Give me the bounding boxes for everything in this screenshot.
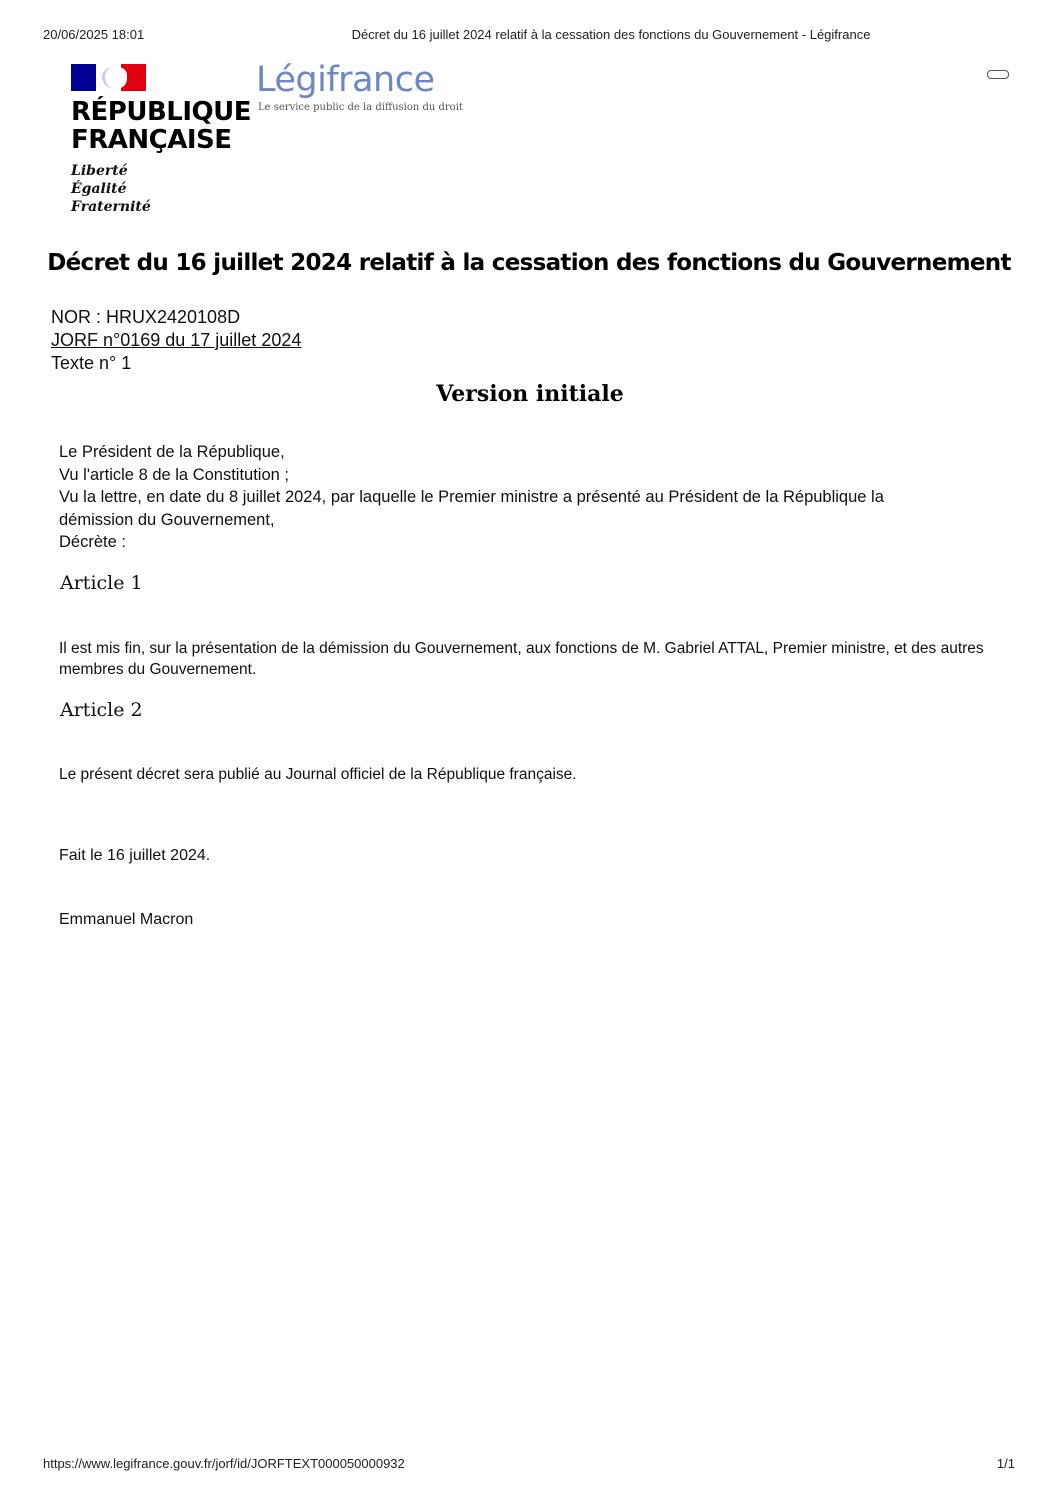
article-1-title: Article 1 bbox=[60, 572, 143, 594]
document-metadata bbox=[51, 306, 301, 375]
french-flag-icon bbox=[71, 64, 146, 91]
motto-egalite: Égalité bbox=[71, 181, 127, 197]
print-page-number: 1/1 bbox=[996, 1456, 1015, 1471]
jorf-link[interactable]: JORF n°0169 du 17 juillet 2024 bbox=[51, 330, 302, 350]
print-url: https://www.legifrance.gouv.fr/jorf/id/JORFTEXT000050000932 bbox=[43, 1456, 405, 1471]
article-2-title: Article 2 bbox=[60, 699, 143, 721]
document-title: Décret du 16 juillet 2024 relatif à la cessation des fonctions du Gouvernement bbox=[47, 250, 1011, 276]
texte-number: Texte n° 1 bbox=[51, 353, 132, 373]
legifrance-logo[interactable] bbox=[256, 60, 463, 113]
legifrance-wordmark: Légifrance bbox=[256, 60, 435, 100]
republic-motto bbox=[71, 162, 251, 216]
nor-reference: NOR : HRUX2420108D bbox=[51, 307, 241, 327]
republique-line1: RÉPUBLIQUE bbox=[71, 97, 251, 127]
motto-fraternite: Fraternité bbox=[71, 199, 151, 215]
marianne-icon bbox=[102, 67, 127, 89]
print-header bbox=[0, 27, 1058, 45]
signature: Emmanuel Macron bbox=[59, 911, 194, 928]
visas-block bbox=[59, 441, 959, 554]
print-footer bbox=[0, 1456, 1058, 1474]
legifrance-tagline: Le service public de la diffusion du droit bbox=[258, 102, 463, 113]
fait-le: Fait le 16 juillet 2024. bbox=[59, 847, 211, 864]
visa-line: Vu l'article 8 de la Constitution ; bbox=[59, 465, 289, 484]
republique-francaise-logo[interactable] bbox=[71, 64, 251, 216]
print-datetime: 20/06/2025 18:01 bbox=[43, 27, 145, 42]
print-page-title: Décret du 16 juillet 2024 relatif à la cessation des fonctions du Gouvernement - Légifrance bbox=[351, 27, 871, 42]
version-heading: Version initiale bbox=[436, 381, 624, 407]
visa-line: Le Président de la République, bbox=[59, 443, 285, 461]
motto-liberte: Liberté bbox=[71, 163, 128, 179]
republique-line2: FRANÇAISE bbox=[71, 125, 232, 155]
visa-line: Vu la lettre, en date du 8 juillet 2024, par laquelle le Premier ministre a présenté au Président de la République la démission du Gouvernement, bbox=[59, 488, 884, 529]
visa-line: Décrète : bbox=[59, 533, 126, 551]
article-2-text: Le présent décret sera publié au Journal officiel de la République française. bbox=[59, 766, 577, 783]
menu-toggle-button[interactable] bbox=[987, 70, 1009, 79]
article-1-text: Il est mis fin, sur la présentation de la démission du Gouvernement, aux fonctions de M. Gabriel ATTAL, Premier ministre, et des autres membres du Gouvernement. bbox=[59, 640, 984, 678]
republique-francaise-wordmark bbox=[71, 98, 251, 154]
